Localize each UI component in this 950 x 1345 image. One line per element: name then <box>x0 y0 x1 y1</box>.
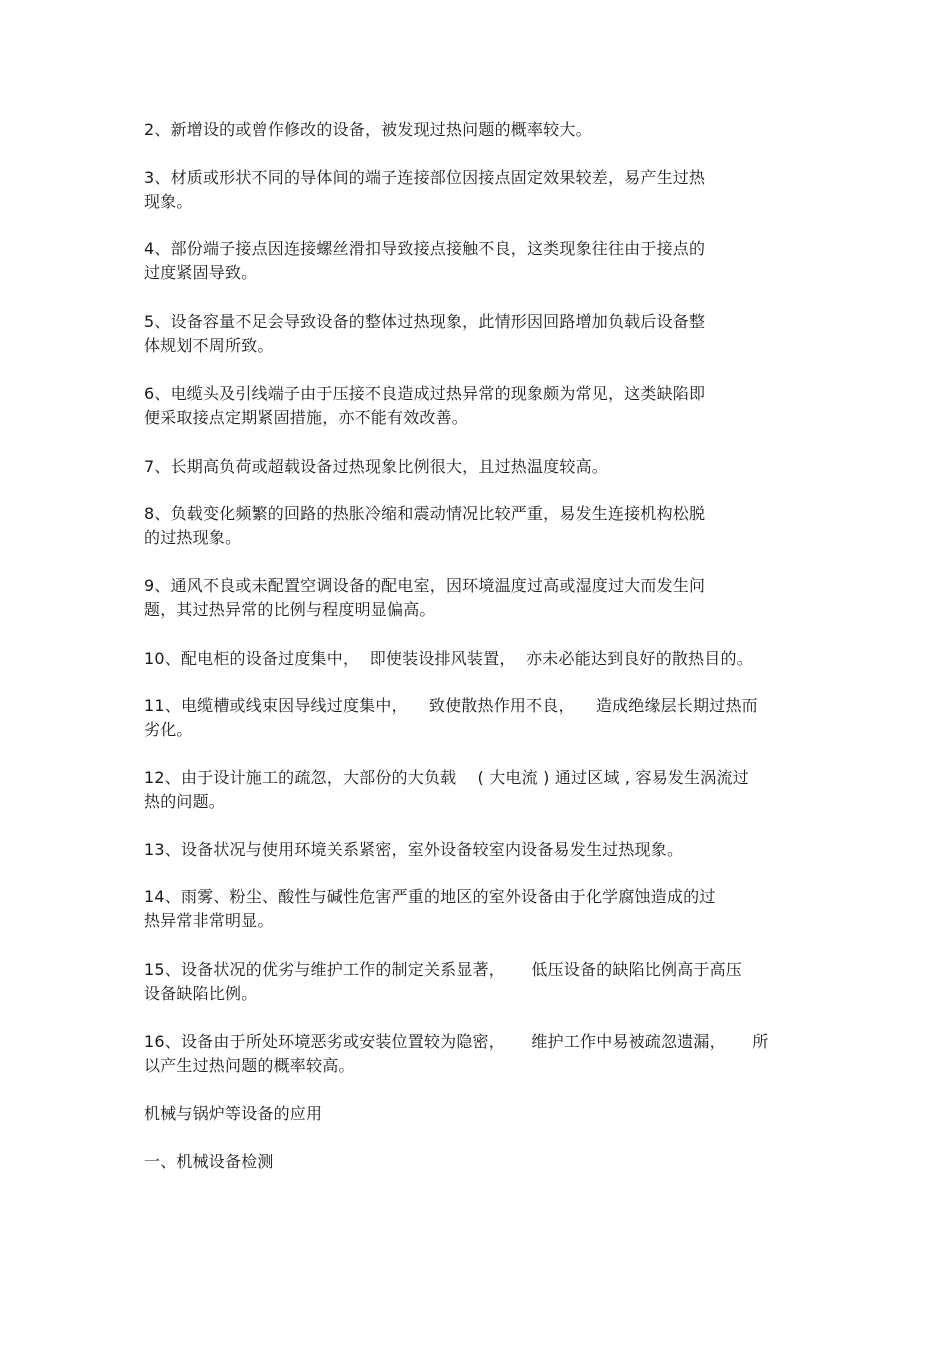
paragraph-item-9: 9、通风不良或未配置空调设备的配电室，因环境温度过高或湿度过大而发生问 题，其过热异常的比例与程度明显偏高。 <box>144 576 706 619</box>
paragraph-item-15: 15、设备状况的优劣与维护工作的制定关系显著， 低压设备的缺陷比例高于高压 设备缺陷比例。 <box>144 960 742 1003</box>
paragraph-item-7: 7、长期高负荷或超载设备过热现象比例很大，且过热温度较高。 <box>144 457 608 476</box>
section-heading-mechanical-inspection: 一、机械设备检测 <box>144 1152 274 1171</box>
paragraph-item-2: 2、新增设的或曾作修改的设备，被发现过热问题的概率较大。 <box>144 120 592 139</box>
paragraph-item-5: 5、设备容量不足会导致设备的整体过热现象，此情形因回路增加负载后设备整 体规划不周所致。 <box>144 312 706 355</box>
paragraph-item-12: 12、由于设计施工的疏忽，大部份的大负载 ( 大电流 ) 通过区域 , 容易发生涡流过 热的问题。 <box>144 768 749 811</box>
paragraph-item-3: 3、材质或形状不同的导体间的端子连接部位因接点固定效果较差，易产生过热 现象。 <box>144 168 706 211</box>
paragraph-item-4: 4、部份端子接点因连接螺丝滑扣导致接点接触不良，这类现象往往由于接点的 过度紧固导致。 <box>144 239 706 282</box>
paragraph-item-14: 14、雨雾、粉尘、酸性与碱性危害严重的地区的室外设备由于化学腐蚀造成的过 热异常非常明显。 <box>144 887 716 930</box>
paragraph-item-13: 13、设备状况与使用环境关系紧密，室外设备较室内设备易发生过热现象。 <box>144 840 684 859</box>
paragraph-item-8: 8、负载变化频繁的回路的热胀冷缩和震动情况比较严重，易发生连接机构松脱 的过热现象。 <box>144 504 706 547</box>
paragraph-item-16: 16、设备由于所处环境恶劣或安装位置较为隐密， 维护工作中易被疏忽遗漏， 所 以产生过热问题的概率较高。 <box>144 1032 769 1075</box>
paragraph-item-10: 10、配电柜的设备过度集中， 即使装设排风装置， 亦未必能达到良好的散热目的。 <box>144 649 753 668</box>
paragraph-item-6: 6、电缆头及引线端子由于压接不良造成过热异常的现象颇为常见，这类缺陷即 便采取接点定期紧固措施，亦不能有效改善。 <box>144 384 706 427</box>
paragraph-item-11: 11、电缆槽或线束因导线过度集中， 致使散热作用不良， 造成绝缘层长期过热而 劣化。 <box>144 696 758 739</box>
section-heading-application: 机械与锅炉等设备的应用 <box>144 1104 323 1123</box>
